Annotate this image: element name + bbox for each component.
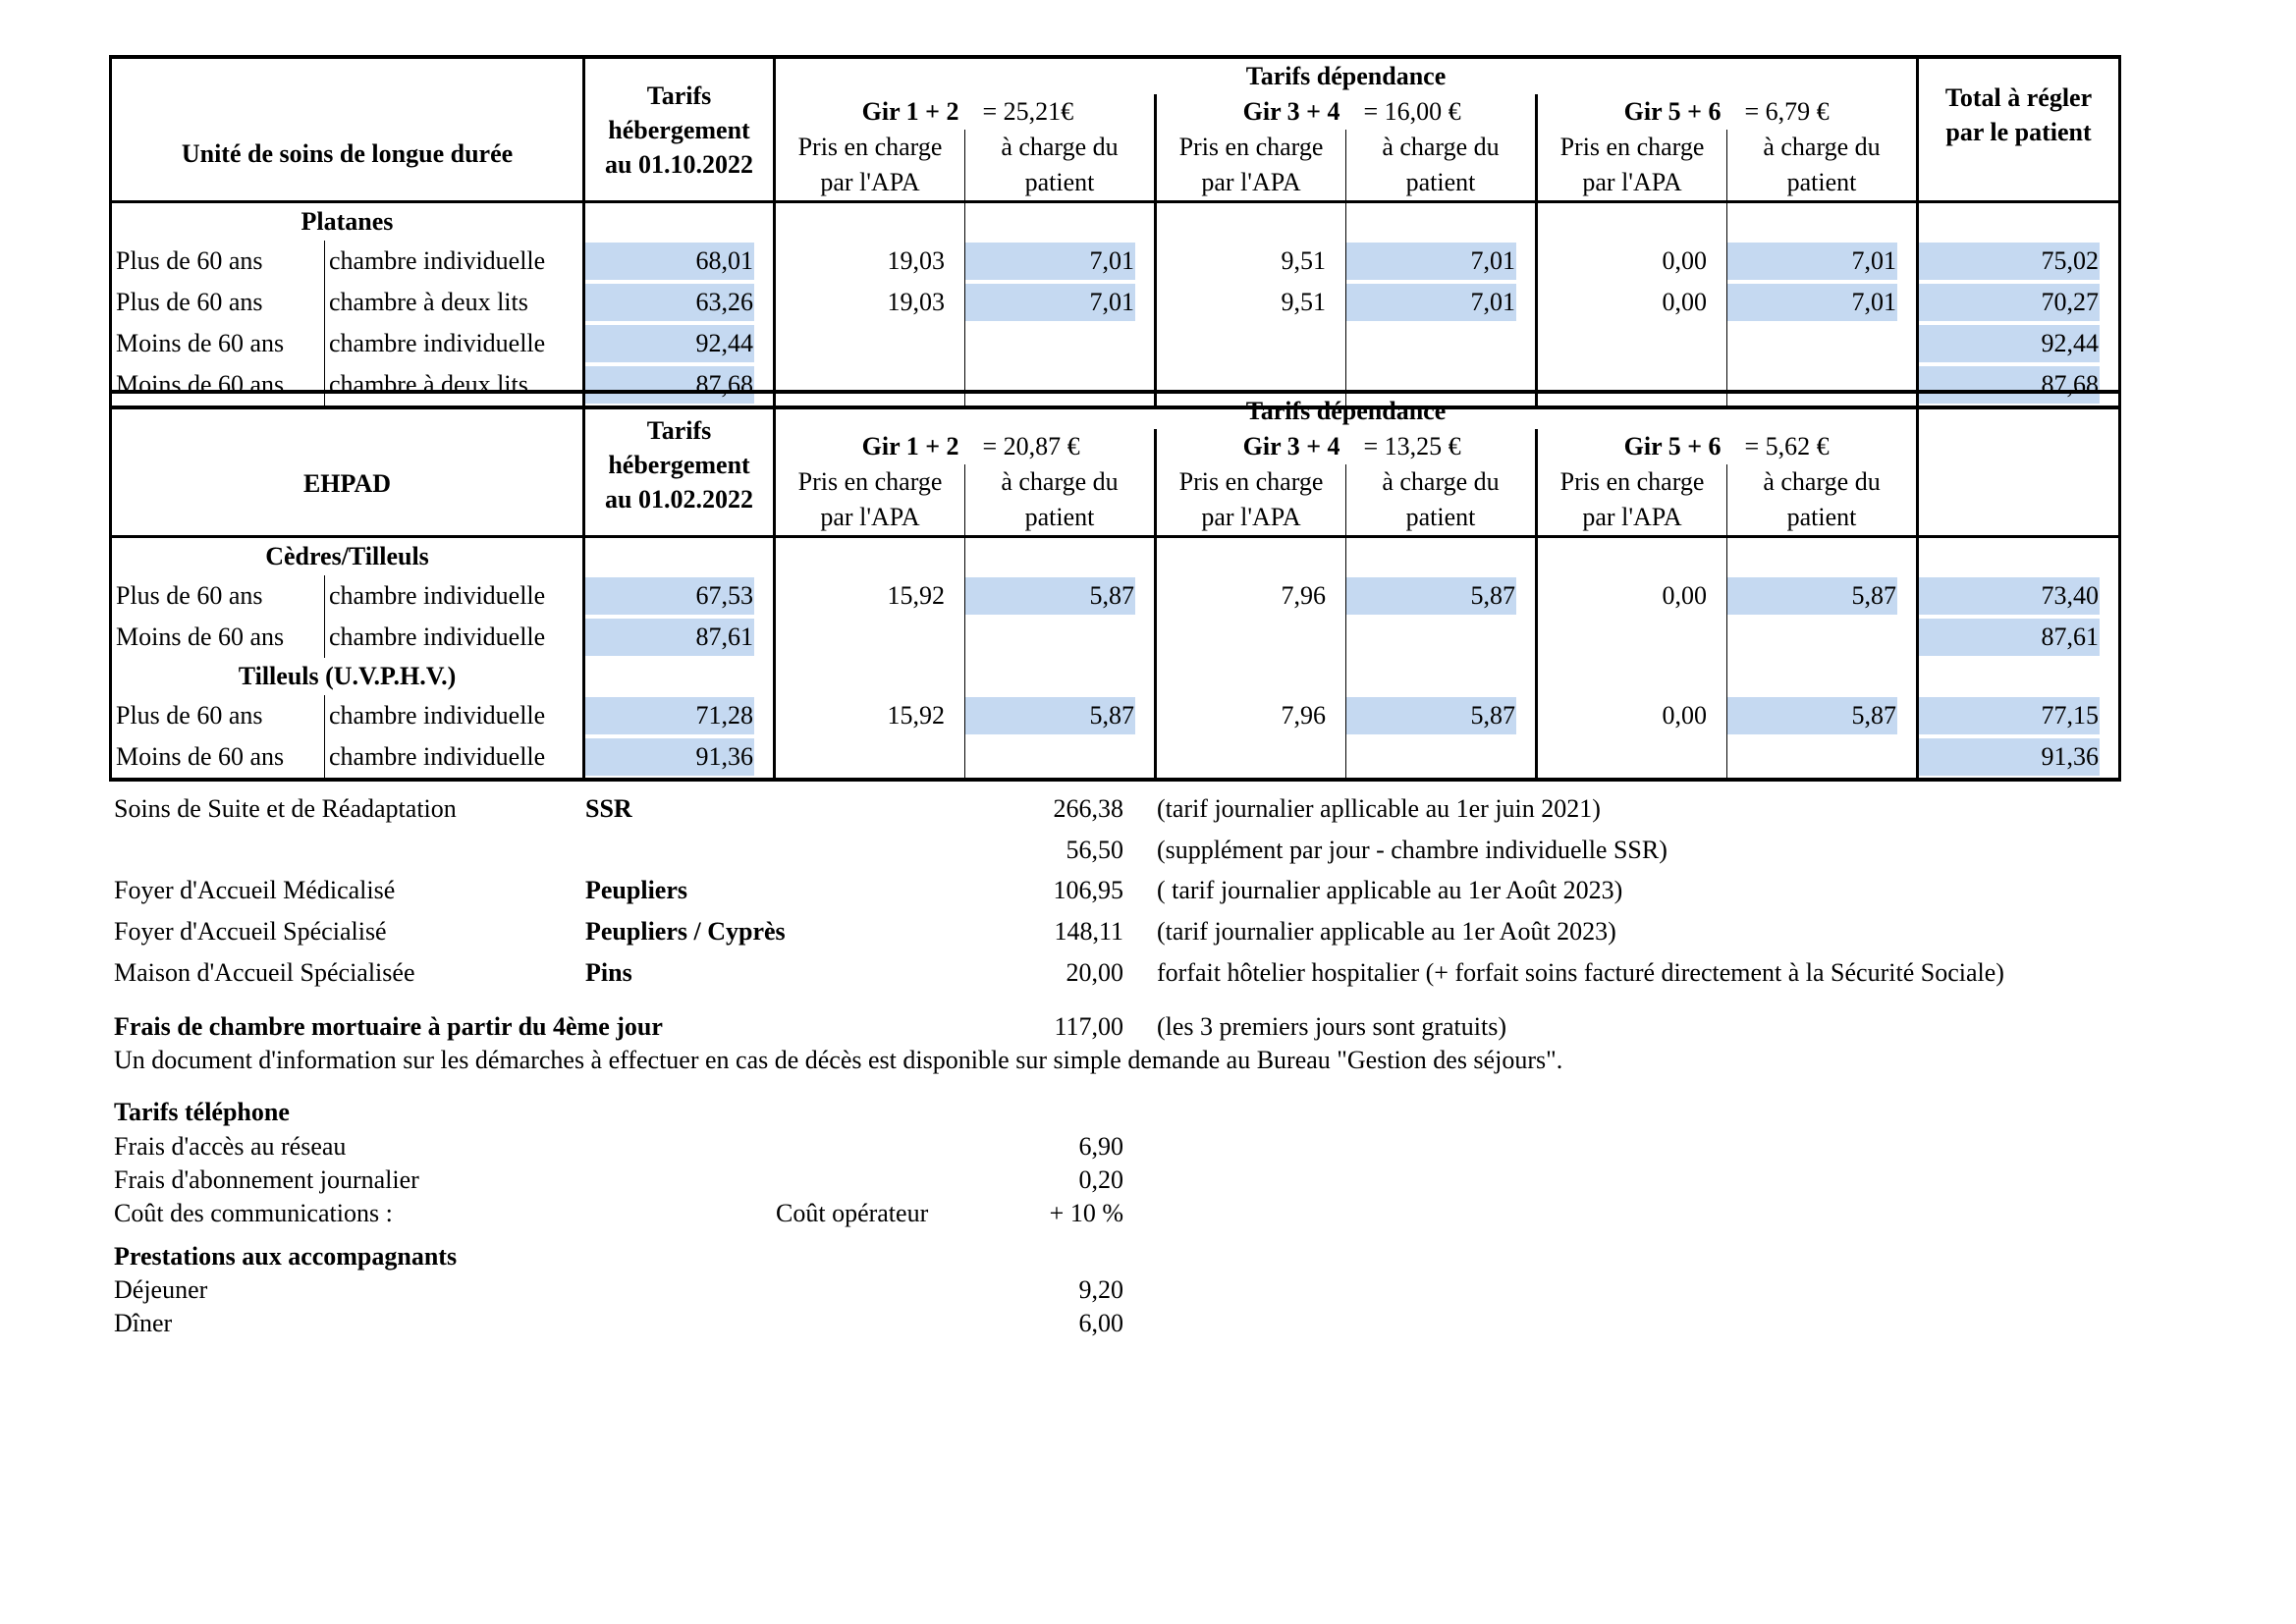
ehpad-table	[109, 390, 2121, 782]
usld-patient-header-2: patient	[1346, 165, 1537, 202]
cell-a2	[1156, 736, 1346, 780]
cell-a3: 0,00	[1537, 241, 1727, 282]
section-platanes: Platanes	[111, 202, 584, 242]
cell-age: Plus de 60 ans	[111, 695, 325, 736]
cell-p3: 7,01	[1727, 282, 1918, 323]
section-tilleuls-uvphv: Tilleuls (U.V.P.H.V.)	[111, 658, 584, 695]
ehpad-apa-header-2: par l'APA	[1156, 500, 1346, 537]
cell-heb: 87,68	[584, 364, 775, 407]
cell-p2: 7,01	[1346, 241, 1537, 282]
usld-gir56-value: = 6,79 €	[1744, 97, 1830, 126]
cell-a2	[1156, 617, 1346, 658]
ehpad-gir12-label: Gir 1 + 2	[775, 429, 965, 464]
cell-a1	[775, 323, 965, 364]
table-row	[111, 736, 2120, 780]
ehpad-dependance-header: Tarifs dépendance	[775, 392, 1918, 429]
cell-p1	[965, 323, 1156, 364]
cell-p2	[1346, 736, 1537, 780]
usld-apa-header-2: par l'APA	[1156, 165, 1346, 202]
cell-age: Moins de 60 ans	[111, 617, 325, 658]
ehpad-tarif-heb-header: Tarifs hébergement au 01.02.2022	[584, 392, 775, 537]
table-row	[111, 241, 2120, 282]
cell-a2: 7,96	[1156, 575, 1346, 617]
cell-a1: 19,03	[775, 282, 965, 323]
usld-gir56-label: Gir 5 + 6	[1537, 94, 1727, 130]
telephone-item-value: 6,90	[1078, 1132, 1123, 1161]
cell-p1: 7,01	[965, 241, 1156, 282]
cell-heb: 67,53	[584, 575, 775, 617]
cell-heb: 87,61	[584, 617, 775, 658]
cell-a3: 0,00	[1537, 695, 1727, 736]
cell-heb: 68,01	[584, 241, 775, 282]
mortuaire-note: (les 3 premiers jours sont gratuits)	[1157, 1012, 1506, 1041]
usld-rows	[111, 241, 2120, 407]
cell-room: chambre individuelle	[325, 736, 584, 780]
tariff-value: 106,95	[1053, 876, 1123, 904]
cell-p1	[965, 617, 1156, 658]
tariff-value: 56,50	[1066, 836, 1123, 864]
tariff-code: Peupliers / Cyprès	[585, 917, 786, 946]
usld-dependance-header: Tarifs dépendance	[775, 57, 1918, 94]
telephone-item-mid: Coût opérateur	[776, 1199, 929, 1227]
usld-apa-header: Pris en charge	[1156, 130, 1346, 165]
usld-patient-header: à charge du	[965, 130, 1156, 165]
ehpad-patient-header: à charge du	[1346, 464, 1537, 500]
ehpad-patient-header: à charge du	[1727, 464, 1918, 500]
cell-age: Plus de 60 ans	[111, 241, 325, 282]
cell-tot: 73,40	[1918, 575, 2120, 617]
usld-title: Unité de soins de longue durée	[111, 57, 584, 202]
tariff-label: Foyer d'Accueil Médicalisé	[114, 876, 396, 904]
ehpad-rows-2	[111, 695, 2120, 780]
table-row	[111, 617, 2120, 658]
usld-apa-header-2: par l'APA	[775, 165, 965, 202]
cell-p1: 5,87	[965, 575, 1156, 617]
cell-p3	[1727, 323, 1918, 364]
cell-p3: 5,87	[1727, 695, 1918, 736]
cell-a1: 15,92	[775, 575, 965, 617]
ehpad-total-header	[1918, 392, 2120, 537]
usld-patient-header: à charge du	[1346, 130, 1537, 165]
cell-a3	[1537, 323, 1727, 364]
ehpad-patient-header-2: patient	[1346, 500, 1537, 537]
ehpad-patient-header-2: patient	[1727, 500, 1918, 537]
cell-a1	[775, 736, 965, 780]
tariff-code: Peupliers	[585, 876, 687, 904]
cell-a3	[1537, 617, 1727, 658]
cell-p3: 7,01	[1727, 241, 1918, 282]
cell-tot: 91,36	[1918, 736, 2120, 780]
cell-tot: 77,15	[1918, 695, 2120, 736]
cell-a1	[775, 617, 965, 658]
cell-a2: 9,51	[1156, 282, 1346, 323]
ehpad-gir12-value: = 20,87 €	[982, 432, 1080, 460]
cell-age: Moins de 60 ans	[111, 323, 325, 364]
tariff-value: 266,38	[1053, 794, 1123, 823]
cell-p1	[965, 736, 1156, 780]
telephone-item-value: 0,20	[1078, 1165, 1123, 1194]
ehpad-patient-header: à charge du	[965, 464, 1156, 500]
ehpad-gir34-label: Gir 3 + 4	[1156, 429, 1346, 464]
cell-a3: 0,00	[1537, 282, 1727, 323]
cell-room: chambre individuelle	[325, 323, 584, 364]
ehpad-apa-header: Pris en charge	[1537, 464, 1727, 500]
ehpad-apa-header-2: par l'APA	[1537, 500, 1727, 537]
tariff-note: ( tarif journalier applicable au 1er Août 2023)	[1157, 876, 1623, 904]
table-row	[111, 323, 2120, 364]
tariff-code: Pins	[585, 958, 632, 987]
tariff-value: 148,11	[1054, 917, 1123, 946]
cell-p3	[1727, 617, 1918, 658]
cell-a1: 19,03	[775, 241, 965, 282]
usld-table	[109, 55, 2121, 409]
usld-patient-header-2: patient	[1727, 165, 1918, 202]
cell-a1: 15,92	[775, 695, 965, 736]
cell-a2: 9,51	[1156, 241, 1346, 282]
table-row	[111, 575, 2120, 617]
usld-gir34-value: = 16,00 €	[1363, 97, 1461, 126]
tariff-label: Foyer d'Accueil Spécialisé	[114, 917, 387, 946]
accompagnants-item-value: 6,00	[1078, 1309, 1123, 1337]
tariff-note: (supplément par jour - chambre individuelle SSR)	[1157, 836, 1667, 864]
cell-p2: 5,87	[1346, 575, 1537, 617]
cell-heb: 63,26	[584, 282, 775, 323]
usld-gir34-label: Gir 3 + 4	[1156, 94, 1346, 130]
usld-apa-header-2: par l'APA	[1537, 165, 1727, 202]
usld-gir12-label: Gir 1 + 2	[775, 94, 965, 130]
ehpad-gir56-value: = 5,62 €	[1744, 432, 1830, 460]
ehpad-gir34-value: = 13,25 €	[1363, 432, 1461, 460]
cell-heb: 91,36	[584, 736, 775, 780]
cell-tot: 92,44	[1918, 323, 2120, 364]
tariff-label: Soins de Suite et de Réadaptation	[114, 794, 457, 823]
ehpad-apa-header: Pris en charge	[775, 464, 965, 500]
cell-age: Plus de 60 ans	[111, 575, 325, 617]
ehpad-gir56-label: Gir 5 + 6	[1537, 429, 1727, 464]
cell-tot: 75,02	[1918, 241, 2120, 282]
ehpad-apa-header-2: par l'APA	[775, 500, 965, 537]
cell-a2: 7,96	[1156, 695, 1346, 736]
telephone-item-label: Frais d'accès au réseau	[114, 1132, 347, 1161]
cell-room: chambre individuelle	[325, 241, 584, 282]
usld-apa-header: Pris en charge	[1537, 130, 1727, 165]
tariff-note: (tarif journalier applicable au 1er Août 2023)	[1157, 917, 1616, 946]
cell-tot: 70,27	[1918, 282, 2120, 323]
tariff-value: 20,00	[1066, 958, 1123, 987]
cell-p2	[1346, 323, 1537, 364]
cell-p3	[1727, 736, 1918, 780]
telephone-title: Tarifs téléphone	[114, 1098, 290, 1126]
mortuaire-info: Un document d'information sur les démarches à effectuer en cas de décès est disponible sur simple demande au Bureau "Gestion des séjours".	[114, 1046, 1563, 1074]
usld-patient-header: à charge du	[1727, 130, 1918, 165]
usld-patient-header-2: patient	[965, 165, 1156, 202]
tariff-note: (tarif journalier apllicable au 1er juin 2021)	[1157, 794, 1601, 823]
cell-room: chambre individuelle	[325, 575, 584, 617]
tariff-label: Maison d'Accueil Spécialisée	[114, 958, 415, 987]
mortuaire-value: 117,00	[1054, 1012, 1123, 1041]
section-cedres-tilleuls: Cèdres/Tilleuls	[111, 537, 584, 576]
accompagnants-title: Prestations aux accompagnants	[114, 1242, 458, 1271]
cell-a2	[1156, 323, 1346, 364]
tariff-code: SSR	[585, 794, 632, 823]
cell-p1: 5,87	[965, 695, 1156, 736]
cell-p2: 5,87	[1346, 695, 1537, 736]
usld-gir12-value: = 25,21€	[982, 97, 1074, 126]
table-row	[111, 695, 2120, 736]
cell-room: chambre à deux lits	[325, 364, 584, 407]
cell-room: chambre individuelle	[325, 617, 584, 658]
cell-heb: 92,44	[584, 323, 775, 364]
cell-a3	[1537, 736, 1727, 780]
ehpad-apa-header: Pris en charge	[1156, 464, 1346, 500]
cell-age: Moins de 60 ans	[111, 736, 325, 780]
cell-room: chambre individuelle	[325, 695, 584, 736]
telephone-item-label: Coût des communications :	[114, 1199, 393, 1227]
cell-room: chambre à deux lits	[325, 282, 584, 323]
cell-tot: 87,68	[1918, 364, 2120, 407]
cell-age: Moins de 60 ans	[111, 364, 325, 407]
cell-p3: 5,87	[1727, 575, 1918, 617]
usld-apa-header: Pris en charge	[775, 130, 965, 165]
cell-tot: 87,61	[1918, 617, 2120, 658]
ehpad-rows-1	[111, 575, 2120, 658]
usld-total-header: Total à régler par le patient	[1918, 57, 2120, 202]
cell-age: Plus de 60 ans	[111, 282, 325, 323]
cell-a3: 0,00	[1537, 575, 1727, 617]
usld-tarif-heb-header: Tarifs hébergement au 01.10.2022	[584, 57, 775, 202]
mortuaire-label: Frais de chambre mortuaire à partir du 4ème jour	[114, 1012, 663, 1041]
cell-p2	[1346, 617, 1537, 658]
cell-p1: 7,01	[965, 282, 1156, 323]
accompagnants-item-label: Dîner	[114, 1309, 173, 1337]
accompagnants-item-label: Déjeuner	[114, 1275, 208, 1304]
accompagnants-item-value: 9,20	[1078, 1275, 1123, 1304]
ehpad-title: EHPAD	[111, 392, 584, 537]
telephone-item-label: Frais d'abonnement journalier	[114, 1165, 419, 1194]
table-row	[111, 282, 2120, 323]
tariff-note: forfait hôtelier hospitalier (+ forfait soins facturé directement à la Sécurité Sociale)	[1157, 958, 2004, 987]
cell-heb: 71,28	[584, 695, 775, 736]
ehpad-patient-header-2: patient	[965, 500, 1156, 537]
telephone-item-value: + 10 %	[1049, 1199, 1123, 1227]
cell-p2: 7,01	[1346, 282, 1537, 323]
